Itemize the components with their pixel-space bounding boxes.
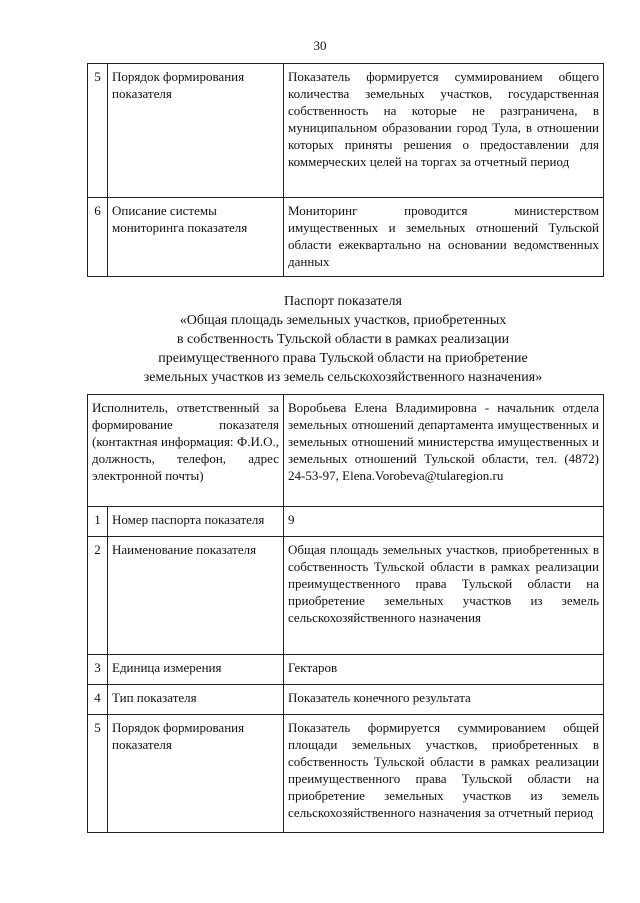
table-row <box>88 537 604 655</box>
page-number: 30 <box>313 38 327 53</box>
passport-title-line: Паспорт показателя <box>284 294 402 309</box>
passport-title-line: земельных участков из земель сельскохозяйственного назначения» <box>143 370 543 385</box>
row-label: Описание системы мониторинга показателя <box>108 198 284 277</box>
row-number: 3 <box>88 655 108 685</box>
row-value: Показатель формируется суммированием общей площади земельных участков, приобретенных в собственность Тульской области в рамках реализации преимущественного права Тульской области на приобретение земельных участков из земель сельскохозяйственного назначения за отчетный период <box>284 715 604 833</box>
row-value: 9 <box>284 507 604 537</box>
row-label: Наименование показателя <box>108 537 284 655</box>
table-row <box>88 507 604 537</box>
row-number: 6 <box>88 198 108 277</box>
executor-value: Воробьева Елена Владимировна - начальник отдела земельных отношений департамента имущественных и земельных отношений министерства имущественных и земельных отношений Тульской области, тел. (4872) 24-53-97, Elena.Vorobeva@tularegion.ru <box>284 395 604 507</box>
executor-label: Исполнитель, ответственный за формирование показателя (контактная информация: Ф.И.О., должность, телефон, адрес электронной почты) <box>88 395 284 507</box>
row-number: 2 <box>88 537 108 655</box>
row-number: 5 <box>88 715 108 833</box>
row-value: Показатель формируется суммированием общего количества земельных участков, государственная собственность на которые не разграничена, в муниципальном образовании город Тула, в отношении которых приняты решения о предоставлении для коммерческих целей на торгах за отчетный период <box>284 64 604 198</box>
table-row <box>88 715 604 833</box>
passport-title-line: преимущественного права Тульской области на приобретение <box>158 351 528 366</box>
table-row <box>88 198 604 277</box>
row-label: Порядок формирования показателя <box>108 715 284 833</box>
table-row <box>88 685 604 715</box>
executor-row <box>88 395 604 507</box>
indicator-passport-table <box>87 394 604 833</box>
row-number: 4 <box>88 685 108 715</box>
row-number: 5 <box>88 64 108 198</box>
passport-title <box>0 292 640 387</box>
row-label: Номер паспорта показателя <box>108 507 284 537</box>
row-value: Показатель конечного результата <box>284 685 604 715</box>
row-label: Порядок формирования показателя <box>108 64 284 198</box>
table-row <box>88 64 604 198</box>
row-number: 1 <box>88 507 108 537</box>
row-label: Единица измерения <box>108 655 284 685</box>
indicator-table-top <box>87 63 604 277</box>
table-row <box>88 655 604 685</box>
passport-title-line: в собственность Тульской области в рамках реализации <box>176 332 510 347</box>
row-value: Гектаров <box>284 655 604 685</box>
row-value: Общая площадь земельных участков, приобретенных в собственность Тульской области в рамках реализации преимущественного права Тульской области на приобретение земельных участков из земель сельскохозяйственного назначения <box>284 537 604 655</box>
passport-title-line: «Общая площадь земельных участков, приобретенных <box>179 313 507 328</box>
row-label: Тип показателя <box>108 685 284 715</box>
row-value: Мониторинг проводится министерством имущественных и земельных отношений Тульской области ежеквартально на основании ведомственных данных <box>284 198 604 277</box>
